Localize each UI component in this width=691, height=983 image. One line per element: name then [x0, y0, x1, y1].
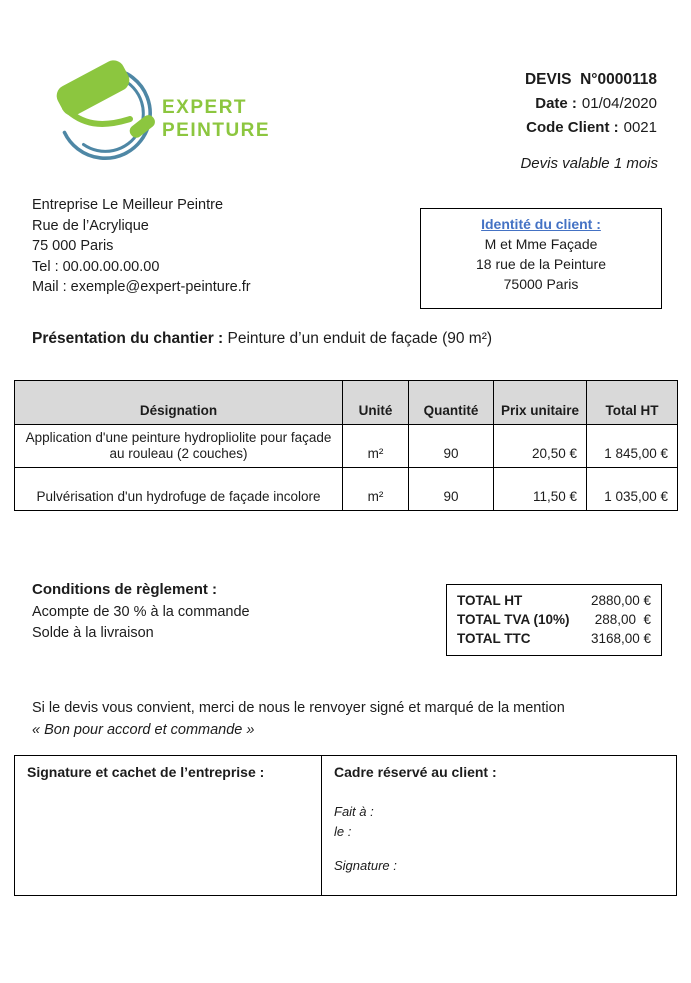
- items-table: [14, 380, 678, 511]
- company-name: Entreprise Le Meilleur Peintre: [32, 197, 224, 213]
- col-quantity: Quantité: [409, 381, 494, 425]
- company-logo: [50, 58, 370, 168]
- quote-date-label: Date :: [535, 95, 577, 112]
- quote-meta: [525, 68, 657, 140]
- total-tva-value: 288,00 €: [594, 612, 651, 627]
- worksite-presentation: [32, 330, 492, 348]
- brand-name: [162, 96, 270, 142]
- worksite-label: Présentation du chantier :: [32, 330, 224, 347]
- total-ttc-label: TOTAL TTC: [457, 631, 531, 646]
- client-code: [525, 116, 657, 140]
- company-city: 75 000 Paris: [32, 238, 114, 254]
- signature-label: Signature :: [334, 858, 397, 873]
- fait-a-label: Fait à :: [334, 804, 374, 819]
- total-ttc-value: 3168,00 €: [590, 631, 651, 646]
- col-total-ht: Total HT: [587, 381, 678, 425]
- payment-terms-title: Conditions de règlement :: [32, 581, 218, 598]
- le-label: le :: [334, 824, 352, 839]
- return-instruction: [32, 697, 565, 741]
- row-quantity: 90: [409, 425, 494, 468]
- client-code-value: 0021: [623, 119, 657, 136]
- roller-body: [53, 58, 133, 119]
- total-tva-row: [457, 610, 651, 629]
- totals-box: [446, 584, 662, 656]
- client-name: M et Mme Façade: [484, 236, 598, 252]
- row-total: 1 035,00 €: [587, 468, 678, 511]
- col-unit: Unité: [343, 381, 409, 425]
- client-signature-cell: [322, 756, 676, 895]
- client-city: 75000 Paris: [503, 276, 579, 292]
- paint-roller-icon: [50, 58, 160, 168]
- validity-note: Devis valable 1 mois: [520, 155, 658, 172]
- quote-number: DEVIS N°0000118: [524, 71, 657, 88]
- company-signature-cell: [15, 756, 322, 895]
- company-info: [32, 195, 251, 298]
- brand-line1: EXPERT: [162, 97, 248, 118]
- row-unit-price: 11,50 €: [494, 468, 587, 511]
- total-ht-row: [457, 591, 651, 610]
- company-phone: Tel : 00.00.00.00.00: [32, 258, 160, 275]
- row-designation: Pulvérisation d'un hydrofuge de façade incolore: [15, 468, 343, 511]
- total-tva-label: TOTAL TVA (10%): [457, 612, 570, 627]
- return-instruction-line1: Si le devis vous convient, merci de nous le renvoyer signé et marqué de la mention: [32, 700, 565, 716]
- quote-date-value: 01/04/2020: [581, 95, 657, 112]
- col-unit-price: Prix unitaire: [494, 381, 587, 425]
- company-email: Mail : exemple@expert-peinture.fr: [32, 279, 251, 295]
- return-instruction-mention: « Bon pour accord et commande »: [32, 722, 255, 738]
- col-designation: Désignation: [15, 381, 343, 425]
- quote-date: [525, 92, 657, 116]
- total-ht-label: TOTAL HT: [457, 593, 523, 608]
- client-box-title: Identité du client :: [481, 216, 601, 232]
- client-signature-label: Cadre réservé au client :: [334, 764, 497, 780]
- row-total: 1 845,00 €: [587, 425, 678, 468]
- payment-terms-line: Acompte de 30 % à la commande: [32, 604, 250, 620]
- client-code-label: Code Client :: [526, 119, 619, 136]
- total-ht-value: 2880,00 €: [590, 593, 651, 608]
- company-street: Rue de l’Acrylique: [32, 217, 149, 234]
- row-quantity: 90: [409, 468, 494, 511]
- signature-frame: [14, 755, 677, 896]
- row-designation: Application d'une peinture hydropliolite pour façade au rouleau (2 couches): [15, 425, 343, 468]
- table-row: [15, 468, 678, 511]
- company-signature-label: Signature et cachet de l’entreprise :: [27, 764, 265, 780]
- row-unit-price: 20,50 €: [494, 425, 587, 468]
- client-identity-box: [420, 208, 662, 309]
- brand-line2: PEINTURE: [162, 120, 271, 141]
- payment-terms-line: Solde à la livraison: [32, 625, 154, 641]
- row-unit: m²: [343, 425, 409, 468]
- table-row: [15, 425, 678, 468]
- row-unit: m²: [343, 468, 409, 511]
- client-street: 18 rue de la Peinture: [476, 256, 606, 272]
- total-ttc-row: [457, 629, 651, 648]
- worksite-value: Peinture d’un enduit de façade (90 m²): [227, 330, 493, 347]
- payment-terms: [32, 581, 250, 644]
- items-header-row: [15, 381, 678, 425]
